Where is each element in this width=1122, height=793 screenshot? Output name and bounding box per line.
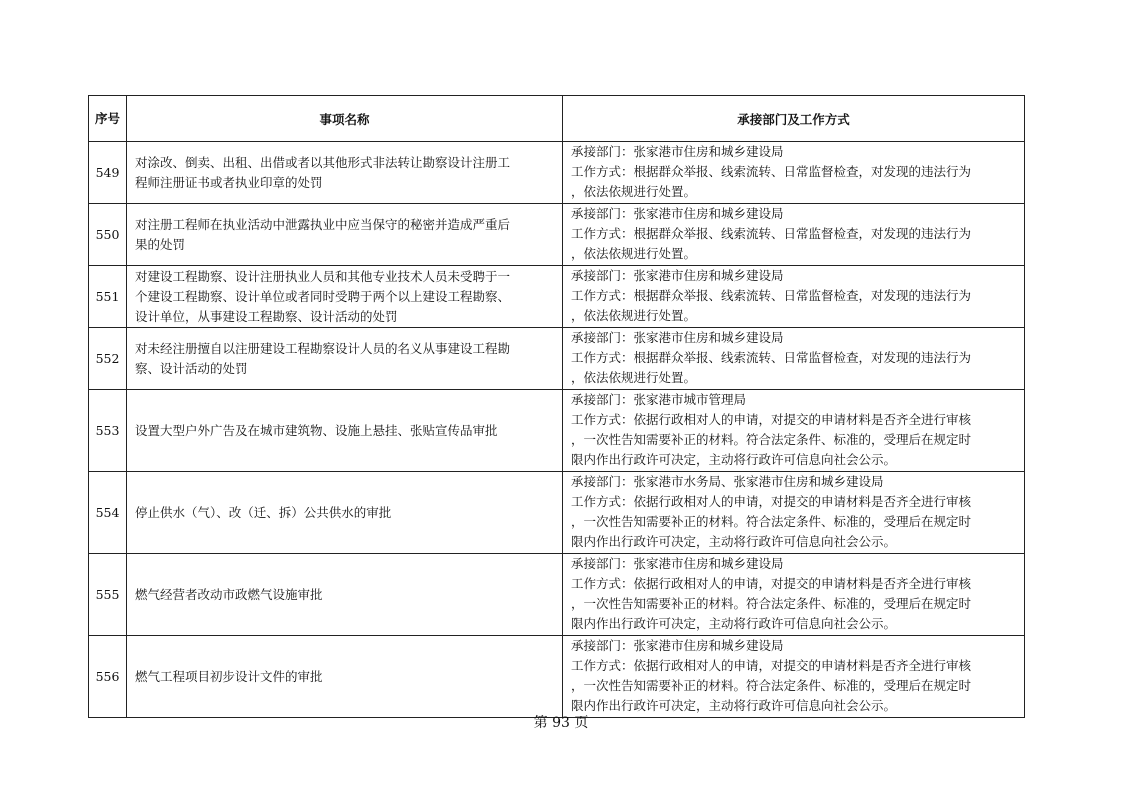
department-cell: [563, 472, 1025, 554]
item-name-line: 设置大型户外广告及在城市建筑物、设施上悬挂、张贴宣传品审批: [135, 422, 498, 438]
table-header-row: [89, 96, 1025, 142]
table-row: [89, 142, 1025, 204]
row-number: 550: [89, 204, 127, 266]
work-method-line: ，一次性告知需要补正的材料。符合法定条件、标准的，受理后在规定时: [571, 678, 972, 693]
department-cell: [563, 266, 1025, 328]
matters-table: [88, 95, 1025, 718]
item-name-cell: [127, 204, 563, 266]
work-method-line: 限内作出行政许可决定，主动将行政许可信息向社会公示。: [571, 452, 897, 467]
department-cell: [563, 142, 1025, 204]
item-name-cell: [127, 266, 563, 328]
row-number: 555: [89, 554, 127, 636]
department-cell: [563, 554, 1025, 636]
item-name-line: 燃气经营者改动市政燃气设施审批: [135, 586, 323, 602]
department-line: 承接部门：张家港市住房和城乡建设局: [571, 330, 784, 345]
item-name-line: 对涂改、倒卖、出租、出借或者以其他形式非法转让勘察设计注册工: [135, 154, 511, 170]
item-name-cell: [127, 636, 563, 718]
row-number: 556: [89, 636, 127, 718]
header-num: 序号: [89, 96, 127, 142]
row-number: 549: [89, 142, 127, 204]
work-method-line: 工作方式：根据群众举报、线索流转、日常监督检查，对发现的违法行为: [571, 164, 972, 179]
department-line: 承接部门：张家港市住房和城乡建设局: [571, 556, 784, 571]
work-method-line: 工作方式：依据行政相对人的申请，对提交的申请材料是否齐全进行审核: [571, 576, 972, 591]
item-name-line: 程师注册证书或者执业印章的处罚: [135, 174, 323, 190]
header-dept: 承接部门及工作方式: [563, 96, 1025, 142]
item-name-cell: [127, 472, 563, 554]
item-name-line: 果的处罚: [135, 236, 186, 252]
table-row: [89, 554, 1025, 636]
department-line: 承接部门：张家港市城市管理局: [571, 392, 747, 407]
item-name-line: 停止供水（气）、改（迁、拆）公共供水的审批: [135, 504, 392, 520]
work-method-line: ，一次性告知需要补正的材料。符合法定条件、标准的，受理后在规定时: [571, 514, 972, 529]
table-row: [89, 328, 1025, 390]
table-row: [89, 636, 1025, 718]
item-name-line: 察、设计活动的处罚: [135, 360, 248, 376]
item-name-cell: [127, 328, 563, 390]
department-cell: [563, 328, 1025, 390]
item-name-cell: [127, 554, 563, 636]
work-method-line: ，依法依规进行处置。: [571, 308, 697, 323]
table-row: [89, 266, 1025, 328]
department-cell: [563, 204, 1025, 266]
item-name-line: 燃气工程项目初步设计文件的审批: [135, 668, 323, 684]
item-name-cell: [127, 390, 563, 472]
work-method-line: ，依法依规进行处置。: [571, 184, 697, 199]
department-line: 承接部门：张家港市住房和城乡建设局: [571, 638, 784, 653]
work-method-line: ，依法依规进行处置。: [571, 246, 697, 261]
table-row: [89, 204, 1025, 266]
item-name-line: 对未经注册擅自以注册建设工程勘察设计人员的名义从事建设工程勘: [135, 340, 511, 356]
work-method-line: 限内作出行政许可决定，主动将行政许可信息向社会公示。: [571, 616, 897, 631]
work-method-line: ，依法依规进行处置。: [571, 370, 697, 385]
table-row: [89, 390, 1025, 472]
department-line: 承接部门：张家港市住房和城乡建设局: [571, 144, 784, 159]
work-method-line: 工作方式：依据行政相对人的申请，对提交的申请材料是否齐全进行审核: [571, 412, 972, 427]
work-method-line: 限内作出行政许可决定，主动将行政许可信息向社会公示。: [571, 698, 897, 713]
header-item: 事项名称: [127, 96, 563, 142]
row-number: 551: [89, 266, 127, 328]
item-name-line: 个建设工程勘察、设计单位或者同时受聘于两个以上建设工程勘察、: [135, 288, 511, 304]
work-method-line: 工作方式：根据群众举报、线索流转、日常监督检查，对发现的违法行为: [571, 226, 972, 241]
item-name-cell: [127, 142, 563, 204]
table-row: [89, 472, 1025, 554]
work-method-line: ，一次性告知需要补正的材料。符合法定条件、标准的，受理后在规定时: [571, 432, 972, 447]
item-name-line: 对建设工程勘察、设计注册执业人员和其他专业技术人员未受聘于一: [135, 268, 511, 284]
department-line: 承接部门：张家港市住房和城乡建设局: [571, 268, 784, 283]
row-number: 552: [89, 328, 127, 390]
item-name-line: 设计单位，从事建设工程勘察、设计活动的处罚: [135, 308, 398, 324]
page-number: 第 93 页: [533, 715, 589, 731]
department-cell: [563, 390, 1025, 472]
row-number: 554: [89, 472, 127, 554]
work-method-line: 工作方式：依据行政相对人的申请，对提交的申请材料是否齐全进行审核: [571, 658, 972, 673]
work-method-line: 工作方式：根据群众举报、线索流转、日常监督检查，对发现的违法行为: [571, 350, 972, 365]
department-line: 承接部门：张家港市住房和城乡建设局: [571, 206, 784, 221]
work-method-line: 工作方式：依据行政相对人的申请，对提交的申请材料是否齐全进行审核: [571, 494, 972, 509]
table-body: [89, 142, 1025, 718]
work-method-line: 限内作出行政许可决定，主动将行政许可信息向社会公示。: [571, 534, 897, 549]
row-number: 553: [89, 390, 127, 472]
department-line: 承接部门：张家港市水务局、张家港市住房和城乡建设局: [571, 474, 884, 489]
department-cell: [563, 636, 1025, 718]
work-method-line: 工作方式：根据群众举报、线索流转、日常监督检查，对发现的违法行为: [571, 288, 972, 303]
work-method-line: ，一次性告知需要补正的材料。符合法定条件、标准的，受理后在规定时: [571, 596, 972, 611]
item-name-line: 对注册工程师在执业活动中泄露执业中应当保守的秘密并造成严重后: [135, 216, 511, 232]
